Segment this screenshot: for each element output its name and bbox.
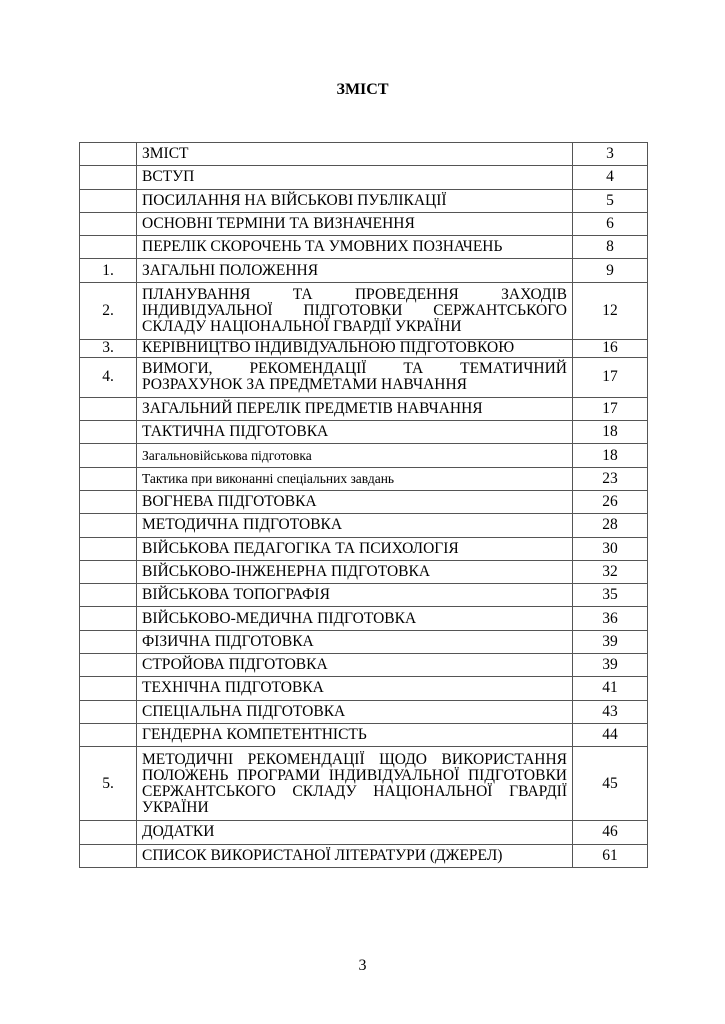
toc-row-page: 32 (573, 560, 648, 583)
toc-row (80, 630, 648, 653)
table-of-contents (79, 142, 648, 868)
toc-row-page: 35 (573, 584, 648, 607)
toc-row-number (80, 654, 137, 677)
toc-row-title: СПЕЦІАЛЬНА ПІДГОТОВКА (137, 700, 573, 723)
toc-row-title: Тактика при виконанні спеціальних завдань (137, 467, 573, 490)
toc-row-title: ВІЙСЬКОВА ТОПОГРАФІЯ (137, 584, 573, 607)
toc-row-page: 43 (573, 700, 648, 723)
toc-row-title: Загальновійськова підготовка (137, 444, 573, 467)
toc-row (80, 282, 648, 339)
toc-row-number (80, 821, 137, 844)
toc-row (80, 444, 648, 467)
toc-row-title: ЗМІСТ (137, 143, 573, 166)
toc-row (80, 189, 648, 212)
toc-row-page: 36 (573, 607, 648, 630)
toc-row-page: 39 (573, 630, 648, 653)
toc-row-title: ПОСИЛАННЯ НА ВІЙСЬКОВІ ПУБЛІКАЦІЇ (137, 189, 573, 212)
toc-row-page: 17 (573, 357, 648, 397)
toc-row-title: ДОДАТКИ (137, 821, 573, 844)
toc-row-number: 4. (80, 357, 137, 397)
toc-row-page: 45 (573, 747, 648, 821)
toc-row-page: 46 (573, 821, 648, 844)
toc-row-page: 18 (573, 421, 648, 444)
toc-row-title: ВИМОГИ, РЕКОМЕНДАЦІЇ ТА ТЕМАТИЧНИЙ РОЗРАХУНОК ЗА ПРЕДМЕТАМИ НАВЧАННЯ (137, 357, 573, 397)
toc-row-title: ЗАГАЛЬНИЙ ПЕРЕЛІК ПРЕДМЕТІВ НАВЧАННЯ (137, 397, 573, 420)
toc-row (80, 514, 648, 537)
toc-row (80, 654, 648, 677)
toc-row (80, 700, 648, 723)
toc-row-number (80, 421, 137, 444)
toc-row (80, 397, 648, 420)
toc-row (80, 357, 648, 397)
toc-row-number (80, 444, 137, 467)
toc-row-title: СТРОЙОВА ПІДГОТОВКА (137, 654, 573, 677)
toc-row (80, 537, 648, 560)
toc-row-page: 6 (573, 212, 648, 235)
page-number: 3 (358, 957, 367, 974)
toc-row-page: 23 (573, 467, 648, 490)
toc-row-title: МЕТОДИЧНА ПІДГОТОВКА (137, 514, 573, 537)
toc-row-title: КЕРІВНИЦТВО ІНДИВІДУАЛЬНОЮ ПІДГОТОВКОЮ (137, 339, 573, 357)
toc-row (80, 467, 648, 490)
toc-row-page: 8 (573, 236, 648, 259)
toc-row (80, 584, 648, 607)
toc-row-number (80, 677, 137, 700)
toc-row-title: ТЕХНІЧНА ПІДГОТОВКА (137, 677, 573, 700)
toc-row-number (80, 189, 137, 212)
toc-row-number (80, 700, 137, 723)
toc-row-number (80, 560, 137, 583)
toc-row-number (80, 630, 137, 653)
toc-row-number: 5. (80, 747, 137, 821)
toc-body (80, 143, 648, 868)
toc-row (80, 821, 648, 844)
toc-row-number (80, 236, 137, 259)
toc-row-number: 1. (80, 259, 137, 282)
toc-row-page: 41 (573, 677, 648, 700)
toc-row-title: ВІЙСЬКОВА ПЕДАГОГІКА ТА ПСИХОЛОГІЯ (137, 537, 573, 560)
toc-row-title: ВОГНЕВА ПІДГОТОВКА (137, 490, 573, 513)
toc-row-number (80, 467, 137, 490)
toc-row-title: ГЕНДЕРНА КОМПЕТЕНТНІСТЬ (137, 723, 573, 746)
toc-row-title: ВІЙСЬКОВО-МЕДИЧНА ПІДГОТОВКА (137, 607, 573, 630)
toc-row-page: 44 (573, 723, 648, 746)
toc-row (80, 747, 648, 821)
toc-row-number: 2. (80, 282, 137, 339)
toc-row-page: 5 (573, 189, 648, 212)
toc-row (80, 212, 648, 235)
toc-row-page: 3 (573, 143, 648, 166)
toc-row-number (80, 584, 137, 607)
toc-row-number (80, 607, 137, 630)
toc-row-title: ПЛАНУВАННЯ ТА ПРОВЕДЕННЯ ЗАХОДІВ ІНДИВІДУАЛЬНОЇ ПІДГОТОВКИ СЕРЖАНТСЬКОГО СКЛАДУ НАЦІОНАЛЬНОЇ ГВАРДІЇ УКРАЇНИ (137, 282, 573, 339)
toc-row-page: 4 (573, 166, 648, 189)
toc-row-page: 39 (573, 654, 648, 677)
toc-row-page: 28 (573, 514, 648, 537)
page-title: ЗМІСТ (336, 81, 389, 98)
toc-row-number (80, 490, 137, 513)
toc-row (80, 143, 648, 166)
toc-row-number (80, 397, 137, 420)
toc-row-number (80, 212, 137, 235)
toc-row (80, 236, 648, 259)
toc-row (80, 844, 648, 867)
toc-row (80, 166, 648, 189)
toc-row-title: ПЕРЕЛІК СКОРОЧЕНЬ ТА УМОВНИХ ПОЗНАЧЕНЬ (137, 236, 573, 259)
toc-row-title: ЗАГАЛЬНІ ПОЛОЖЕННЯ (137, 259, 573, 282)
toc-row (80, 677, 648, 700)
toc-row-page: 16 (573, 339, 648, 357)
toc-row-title: СПИСОК ВИКОРИСТАНОЇ ЛІТЕРАТУРИ (ДЖЕРЕЛ) (137, 844, 573, 867)
toc-row-title: ОСНОВНІ ТЕРМІНИ ТА ВИЗНАЧЕННЯ (137, 212, 573, 235)
toc-row-number: 3. (80, 339, 137, 357)
toc-row (80, 490, 648, 513)
toc-row-title: МЕТОДИЧНІ РЕКОМЕНДАЦІЇ ЩОДО ВИКОРИСТАННЯ ПОЛОЖЕНЬ ПРОГРАМИ ІНДИВІДУАЛЬНОЇ ПІДГОТОВКИ СЕРЖАНТСЬКОГО СКЛАДУ НАЦІОНАЛЬНОЇ ГВАРДІЇ УКРАЇНИ (137, 747, 573, 821)
toc-row (80, 560, 648, 583)
toc-row-number (80, 537, 137, 560)
toc-row-title: ВІЙСЬКОВО-ІНЖЕНЕРНА ПІДГОТОВКА (137, 560, 573, 583)
toc-row-page: 18 (573, 444, 648, 467)
toc-row (80, 607, 648, 630)
toc-row (80, 723, 648, 746)
toc-row-number (80, 723, 137, 746)
toc-row (80, 421, 648, 444)
toc-row-title: ТАКТИЧНА ПІДГОТОВКА (137, 421, 573, 444)
toc-row-number (80, 143, 137, 166)
toc-row-page: 61 (573, 844, 648, 867)
toc-row-page: 17 (573, 397, 648, 420)
toc-row-title: ФІЗИЧНА ПІДГОТОВКА (137, 630, 573, 653)
toc-row-number (80, 514, 137, 537)
toc-row-number (80, 844, 137, 867)
toc-row-page: 12 (573, 282, 648, 339)
toc-row-page: 30 (573, 537, 648, 560)
toc-row (80, 339, 648, 357)
toc-row-number (80, 166, 137, 189)
toc-row (80, 259, 648, 282)
toc-row-page: 26 (573, 490, 648, 513)
toc-row-page: 9 (573, 259, 648, 282)
toc-row-title: ВСТУП (137, 166, 573, 189)
